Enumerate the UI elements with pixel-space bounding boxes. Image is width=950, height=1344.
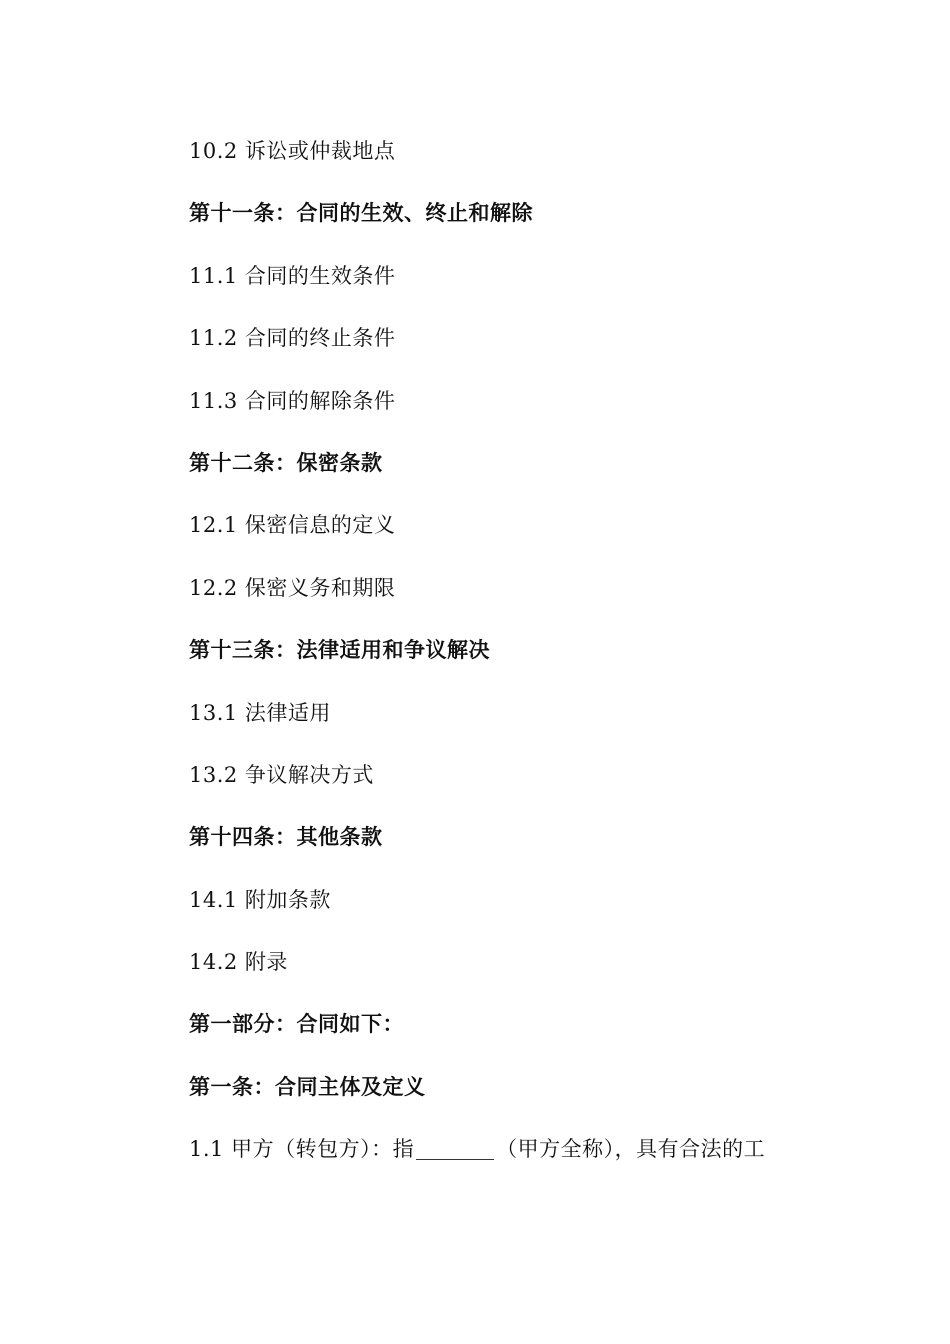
clause-13-2: 13.2 争议解决方式 <box>189 762 374 787</box>
clause-11-1: 11.1 合同的生效条件 <box>189 263 396 288</box>
clause-14-1: 14.1 附加条款 <box>189 887 331 912</box>
document-body <box>189 134 829 1195</box>
clause-11-2: 11.2 合同的终止条件 <box>189 326 396 351</box>
clause-1-1-suffix: （甲方全称），具有合法的工 <box>496 1137 766 1162</box>
clause-12-2: 12.2 保密义务和期限 <box>189 575 396 600</box>
article-1-heading: 第一条：合同主体及定义 <box>189 1074 426 1099</box>
article-14-heading: 第十四条：其他条款 <box>189 825 383 850</box>
article-12-heading: 第十二条：保密条款 <box>189 450 383 475</box>
clause-12-1: 12.1 保密信息的定义 <box>189 513 396 538</box>
clause-14-2: 14.2 附录 <box>189 950 288 975</box>
clause-11-3: 11.3 合同的解除条件 <box>189 388 396 413</box>
article-11-heading: 第十一条：合同的生效、终止和解除 <box>189 201 533 226</box>
clause-1-1 <box>189 1132 829 1194</box>
article-13-heading: 第十三条：法律适用和争议解决 <box>189 638 490 663</box>
part-1-heading: 第一部分：合同如下： <box>189 1012 404 1037</box>
clause-13-1: 13.1 法律适用 <box>189 700 331 725</box>
fill-in-blank <box>416 1137 494 1160</box>
clause-1-1-prefix: 1.1 甲方（转包方）：指 <box>189 1137 415 1162</box>
clause-10-2: 10.2 诉讼或仲裁地点 <box>189 139 396 163</box>
